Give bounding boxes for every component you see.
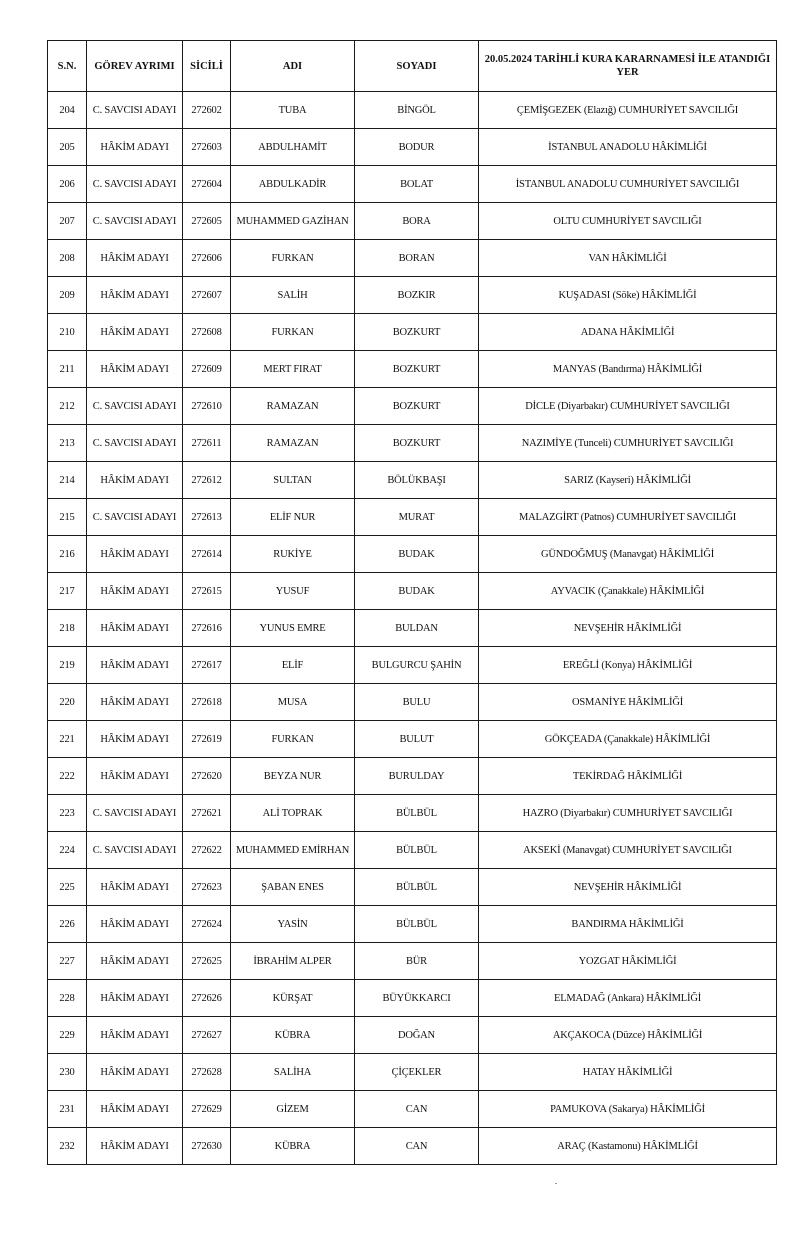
cell-sicil: 272613 [183,499,231,536]
cell-yer: HATAY HÂKİMLİĞİ [479,1054,777,1091]
assignment-table [47,40,777,1165]
cell-adi: FURKAN [231,314,355,351]
table-row [48,277,777,314]
cell-gorev: C. SAVCISI ADAYI [87,166,183,203]
cell-adi: MERT FIRAT [231,351,355,388]
table-row [48,684,777,721]
cell-gorev: HÂKİM ADAYI [87,314,183,351]
cell-sicil: 272625 [183,943,231,980]
table-row [48,832,777,869]
cell-yer: MANYAS (Bandırma) HÂKİMLİĞİ [479,351,777,388]
table-row [48,240,777,277]
cell-soyadi: CAN [355,1128,479,1165]
cell-yer: GÜNDOĞMUŞ (Manavgat) HÂKİMLİĞİ [479,536,777,573]
cell-gorev: C. SAVCISI ADAYI [87,832,183,869]
cell-sn: 210 [48,314,87,351]
cell-adi: RAMAZAN [231,425,355,462]
table-row [48,425,777,462]
table-row [48,499,777,536]
cell-yer: BANDIRMA HÂKİMLİĞİ [479,906,777,943]
cell-sn: 222 [48,758,87,795]
scan-speck [555,1183,557,1184]
cell-adi: TUBA [231,92,355,129]
cell-sn: 221 [48,721,87,758]
cell-sicil: 272603 [183,129,231,166]
cell-yer: ÇEMİŞGEZEK (Elazığ) CUMHURİYET SAVCILIĞI [479,92,777,129]
cell-soyadi: BOZKURT [355,388,479,425]
cell-sicil: 272602 [183,92,231,129]
cell-adi: KÜRŞAT [231,980,355,1017]
table-row [48,980,777,1017]
table-row [48,1091,777,1128]
cell-sn: 224 [48,832,87,869]
cell-yer: EREĞLİ (Konya) HÂKİMLİĞİ [479,647,777,684]
header-sn: S.N. [48,41,87,92]
cell-gorev: C. SAVCISI ADAYI [87,425,183,462]
cell-soyadi: BİNGÖL [355,92,479,129]
cell-yer: TEKİRDAĞ HÂKİMLİĞİ [479,758,777,795]
cell-yer: ARAÇ (Kastamonu) HÂKİMLİĞİ [479,1128,777,1165]
cell-sn: 206 [48,166,87,203]
table-row [48,573,777,610]
table-row [48,758,777,795]
cell-yer: VAN HÂKİMLİĞİ [479,240,777,277]
cell-gorev: HÂKİM ADAYI [87,869,183,906]
cell-gorev: C. SAVCISI ADAYI [87,388,183,425]
cell-sn: 225 [48,869,87,906]
cell-adi: ELİF NUR [231,499,355,536]
cell-gorev: C. SAVCISI ADAYI [87,795,183,832]
cell-adi: İBRAHİM ALPER [231,943,355,980]
cell-sn: 231 [48,1091,87,1128]
cell-gorev: HÂKİM ADAYI [87,129,183,166]
cell-adi: GİZEM [231,1091,355,1128]
cell-adi: FURKAN [231,721,355,758]
cell-yer: AKSEKİ (Manavgat) CUMHURİYET SAVCILIĞI [479,832,777,869]
cell-yer: HAZRO (Diyarbakır) CUMHURİYET SAVCILIĞI [479,795,777,832]
cell-gorev: C. SAVCISI ADAYI [87,92,183,129]
cell-yer: KUŞADASI (Söke) HÂKİMLİĞİ [479,277,777,314]
cell-adi: YASİN [231,906,355,943]
cell-soyadi: BULGURCU ŞAHİN [355,647,479,684]
table-row [48,314,777,351]
header-soyadi: SOYADI [355,41,479,92]
table-row [48,536,777,573]
cell-sicil: 272615 [183,573,231,610]
cell-sn: 208 [48,240,87,277]
cell-adi: KÜBRA [231,1128,355,1165]
cell-sicil: 272616 [183,610,231,647]
cell-sn: 215 [48,499,87,536]
table-row [48,351,777,388]
cell-gorev: C. SAVCISI ADAYI [87,499,183,536]
table-row [48,462,777,499]
table-row [48,166,777,203]
cell-adi: FURKAN [231,240,355,277]
cell-adi: BEYZA NUR [231,758,355,795]
cell-soyadi: BORAN [355,240,479,277]
cell-sn: 209 [48,277,87,314]
cell-yer: PAMUKOVA (Sakarya) HÂKİMLİĞİ [479,1091,777,1128]
cell-soyadi: BÜLBÜL [355,906,479,943]
cell-sicil: 272622 [183,832,231,869]
cell-soyadi: BOZKURT [355,351,479,388]
cell-yer: İSTANBUL ANADOLU HÂKİMLİĞİ [479,129,777,166]
cell-gorev: HÂKİM ADAYI [87,277,183,314]
cell-sn: 212 [48,388,87,425]
cell-yer: GÖKÇEADA (Çanakkale) HÂKİMLİĞİ [479,721,777,758]
cell-yer: YOZGAT HÂKİMLİĞİ [479,943,777,980]
cell-sn: 218 [48,610,87,647]
cell-yer: İSTANBUL ANADOLU CUMHURİYET SAVCILIĞI [479,166,777,203]
cell-sicil: 272609 [183,351,231,388]
cell-yer: DİCLE (Diyarbakır) CUMHURİYET SAVCILIĞI [479,388,777,425]
table-row [48,795,777,832]
cell-gorev: HÂKİM ADAYI [87,351,183,388]
cell-adi: RUKİYE [231,536,355,573]
cell-sicil: 272627 [183,1017,231,1054]
cell-adi: YUNUS EMRE [231,610,355,647]
cell-soyadi: BÖLÜKBAŞI [355,462,479,499]
cell-gorev: HÂKİM ADAYI [87,943,183,980]
cell-sicil: 272620 [183,758,231,795]
cell-sn: 204 [48,92,87,129]
cell-sicil: 272611 [183,425,231,462]
cell-soyadi: DOĞAN [355,1017,479,1054]
cell-sn: 207 [48,203,87,240]
table-row [48,647,777,684]
table-row [48,943,777,980]
cell-sicil: 272621 [183,795,231,832]
cell-adi: KÜBRA [231,1017,355,1054]
cell-sn: 219 [48,647,87,684]
cell-sn: 214 [48,462,87,499]
cell-yer: NEVŞEHİR HÂKİMLİĞİ [479,869,777,906]
cell-gorev: HÂKİM ADAYI [87,1128,183,1165]
cell-yer: OLTU CUMHURİYET SAVCILIĞI [479,203,777,240]
cell-soyadi: BULU [355,684,479,721]
cell-soyadi: BÜLBÜL [355,795,479,832]
table-row [48,203,777,240]
table-row [48,1128,777,1165]
cell-sicil: 272618 [183,684,231,721]
cell-soyadi: BULDAN [355,610,479,647]
table-row [48,129,777,166]
cell-gorev: HÂKİM ADAYI [87,462,183,499]
cell-sicil: 272608 [183,314,231,351]
cell-soyadi: ÇİÇEKLER [355,1054,479,1091]
cell-soyadi: BOZKURT [355,314,479,351]
cell-sn: 229 [48,1017,87,1054]
cell-gorev: HÂKİM ADAYI [87,536,183,573]
cell-sicil: 272619 [183,721,231,758]
header-adi: ADI [231,41,355,92]
cell-sn: 232 [48,1128,87,1165]
cell-adi: ALİ TOPRAK [231,795,355,832]
cell-gorev: HÂKİM ADAYI [87,721,183,758]
cell-sicil: 272628 [183,1054,231,1091]
cell-adi: SULTAN [231,462,355,499]
cell-soyadi: BUDAK [355,573,479,610]
cell-adi: ABDULHAMİT [231,129,355,166]
header-yer: 20.05.2024 TARİHLİ KURA KARARNAMESİ İLE ATANDIĞI YER [479,41,777,92]
cell-sn: 223 [48,795,87,832]
table-row [48,1054,777,1091]
cell-adi: MUSA [231,684,355,721]
header-gorev: GÖREV AYRIMI [87,41,183,92]
cell-yer: NEVŞEHİR HÂKİMLİĞİ [479,610,777,647]
cell-gorev: HÂKİM ADAYI [87,610,183,647]
cell-sicil: 272630 [183,1128,231,1165]
cell-soyadi: BODUR [355,129,479,166]
cell-gorev: HÂKİM ADAYI [87,647,183,684]
cell-gorev: HÂKİM ADAYI [87,240,183,277]
cell-gorev: HÂKİM ADAYI [87,758,183,795]
cell-adi: RAMAZAN [231,388,355,425]
cell-adi: SALİH [231,277,355,314]
cell-soyadi: BÜR [355,943,479,980]
table-row [48,610,777,647]
cell-soyadi: BÜLBÜL [355,869,479,906]
cell-sn: 217 [48,573,87,610]
cell-soyadi: BURULDAY [355,758,479,795]
cell-sicil: 272614 [183,536,231,573]
cell-gorev: HÂKİM ADAYI [87,906,183,943]
cell-gorev: HÂKİM ADAYI [87,1091,183,1128]
cell-gorev: HÂKİM ADAYI [87,980,183,1017]
cell-yer: ADANA HÂKİMLİĞİ [479,314,777,351]
cell-sn: 226 [48,906,87,943]
cell-sicil: 272623 [183,869,231,906]
cell-gorev: HÂKİM ADAYI [87,684,183,721]
cell-sicil: 272612 [183,462,231,499]
table-row [48,388,777,425]
cell-yer: SARIZ (Kayseri) HÂKİMLİĞİ [479,462,777,499]
cell-sicil: 272624 [183,906,231,943]
cell-sn: 205 [48,129,87,166]
cell-sicil: 272629 [183,1091,231,1128]
cell-gorev: HÂKİM ADAYI [87,573,183,610]
cell-sicil: 272605 [183,203,231,240]
table-row [48,721,777,758]
cell-yer: ELMADAĞ (Ankara) HÂKİMLİĞİ [479,980,777,1017]
cell-sn: 216 [48,536,87,573]
cell-yer: MALAZGİRT (Patnos) CUMHURİYET SAVCILIĞI [479,499,777,536]
cell-soyadi: BOZKIR [355,277,479,314]
cell-yer: AYVACIK (Çanakkale) HÂKİMLİĞİ [479,573,777,610]
cell-sicil: 272604 [183,166,231,203]
cell-adi: SALİHA [231,1054,355,1091]
cell-yer: OSMANİYE HÂKİMLİĞİ [479,684,777,721]
cell-sn: 227 [48,943,87,980]
cell-sicil: 272607 [183,277,231,314]
cell-yer: NAZIMİYE (Tunceli) CUMHURİYET SAVCILIĞI [479,425,777,462]
table-row [48,906,777,943]
cell-sicil: 272626 [183,980,231,1017]
cell-soyadi: BORA [355,203,479,240]
cell-sicil: 272617 [183,647,231,684]
cell-sn: 228 [48,980,87,1017]
cell-adi: ŞABAN ENES [231,869,355,906]
cell-soyadi: BOLAT [355,166,479,203]
header-sicil: SİCİLİ [183,41,231,92]
table-row [48,869,777,906]
table-row [48,92,777,129]
cell-adi: ABDULKADİR [231,166,355,203]
cell-gorev: C. SAVCISI ADAYI [87,203,183,240]
cell-soyadi: BUDAK [355,536,479,573]
cell-soyadi: BOZKURT [355,425,479,462]
cell-sn: 230 [48,1054,87,1091]
cell-adi: YUSUF [231,573,355,610]
cell-soyadi: BULUT [355,721,479,758]
cell-sn: 211 [48,351,87,388]
cell-soyadi: MURAT [355,499,479,536]
cell-gorev: HÂKİM ADAYI [87,1017,183,1054]
cell-yer: AKÇAKOCA (Düzce) HÂKİMLİĞİ [479,1017,777,1054]
cell-gorev: HÂKİM ADAYI [87,1054,183,1091]
table-row [48,1017,777,1054]
cell-adi: ELİF [231,647,355,684]
cell-sn: 213 [48,425,87,462]
cell-sicil: 272606 [183,240,231,277]
cell-adi: MUHAMMED GAZİHAN [231,203,355,240]
table-header-row [48,41,777,92]
cell-sn: 220 [48,684,87,721]
cell-soyadi: CAN [355,1091,479,1128]
cell-sicil: 272610 [183,388,231,425]
cell-adi: MUHAMMED EMİRHAN [231,832,355,869]
cell-soyadi: BÜLBÜL [355,832,479,869]
cell-soyadi: BÜYÜKKARCI [355,980,479,1017]
